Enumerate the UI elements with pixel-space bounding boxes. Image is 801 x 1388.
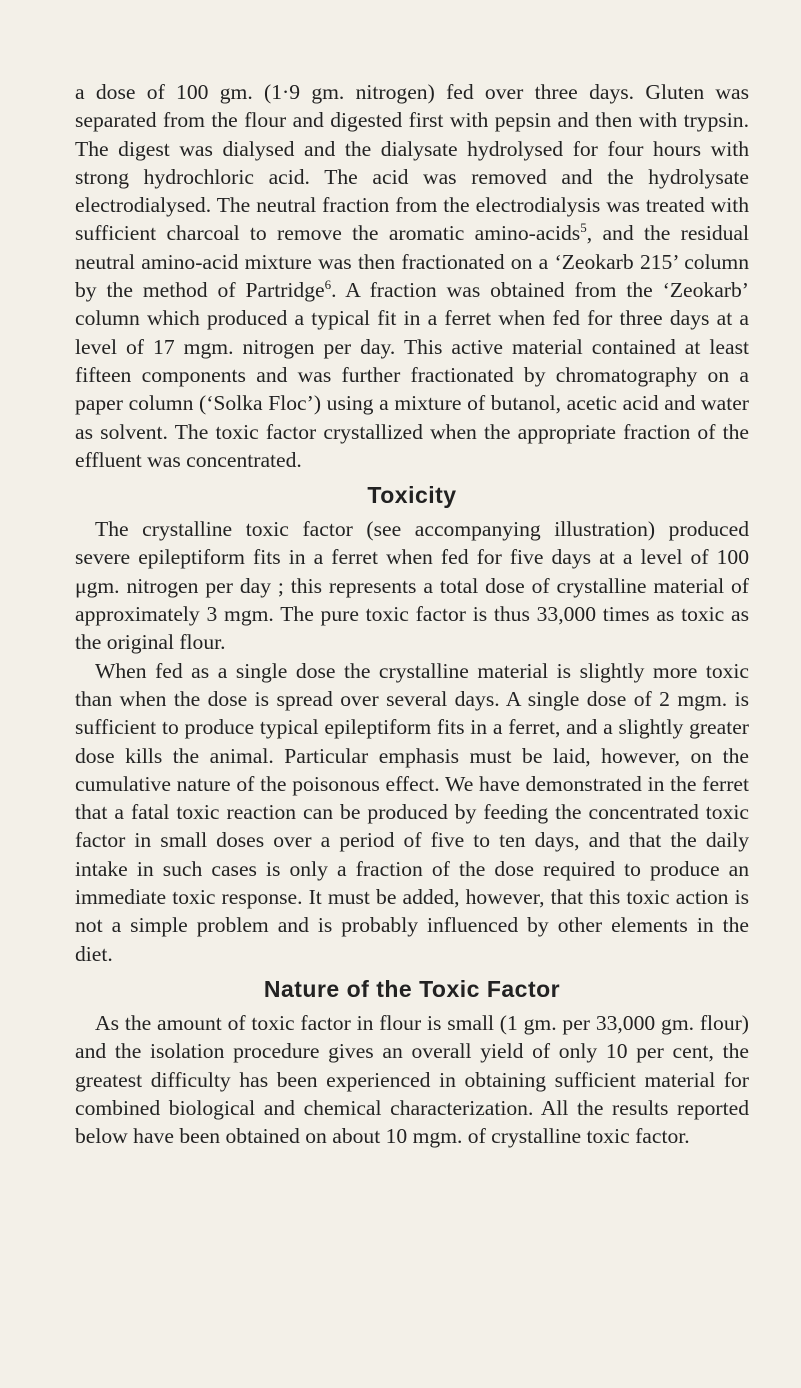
nature-paragraph-1: As the amount of toxic factor in flour is small (1 gm. per 33,000 gm. flour) and the isolation procedure gives an overall yield of only 10 per cent, the greatest difficulty has been experienced in obtaining sufficient material for combined biological and chemical characterization. All the results reported below have been obtained on about 10 mgm. of crystalline toxic factor. [75, 1010, 749, 1149]
nature-heading: Nature of the Toxic Factor [263, 975, 561, 1002]
reference-6: 6 [324, 276, 332, 292]
intro-paragraph [75, 78, 749, 474]
intro-text-b: , and the residual neutral amino-acid mixture was then fractionated on a ‘Zeokarb 215’ column by the method of Partridge [75, 221, 749, 303]
intro-text-a: a dose of 100 gm. (1·9 gm. nitrogen) fed over three days. Gluten was separated from the flour and digested first with pepsin and then with trypsin. The digest was dialysed and the dialysate hydrolysed for four hours with strong hydrochloric acid. The acid was removed and the hydrolysate electrodialysed. The neutral fraction from the electrodialysis was treated with sufficient charcoal to remove the aromatic amino-acids [75, 80, 749, 246]
toxicity-paragraph-2: When fed as a single dose the crystalline material is slightly more toxic than when the dose is spread over several days. A single dose of 2 mgm. is sufficient to produce typical epileptiform fits in a ferret, and a slightly greater dose kills the animal. Particular emphasis must be laid, however, on the cumulative nature of the poisonous effect. We have demonstrated in the ferret that a fatal toxic reaction can be produced by feeding the concentrated toxic factor in small doses over a period of five to ten days, and that the daily intake in such cases is only a fraction of the dose required to produce an immediate toxic response. It must be added, however, that this toxic action is not a simple problem and is probably influenced by other elements in the diet. [75, 658, 749, 966]
reference-5: 5 [580, 220, 587, 236]
toxicity-heading: Toxicity [367, 482, 457, 509]
toxicity-paragraph-1: The crystalline toxic factor (see accompanying illustration) produced severe epileptiform fits in a ferret when fed for five days at a level of 100 μgm. nitrogen per day ; this represents a total dose of crystalline material of approximately 3 mgm. The pure toxic factor is thus 33,000 times as toxic as the original flour. [75, 517, 749, 655]
intro-text-c: . A fraction was obtained from the ‘Zeokarb’ column which produced a typical fit in a ferret when fed for three days at a level of 17 mgm. nitrogen per day. This active material contained at least fifteen components and was further fractionated by chromatography on a paper column (‘Solka Floc’) using a mixture of butanol, acetic acid and water as solvent. The toxic factor crystallized when the appropriate fraction of the effluent was concentrated. [75, 278, 749, 472]
